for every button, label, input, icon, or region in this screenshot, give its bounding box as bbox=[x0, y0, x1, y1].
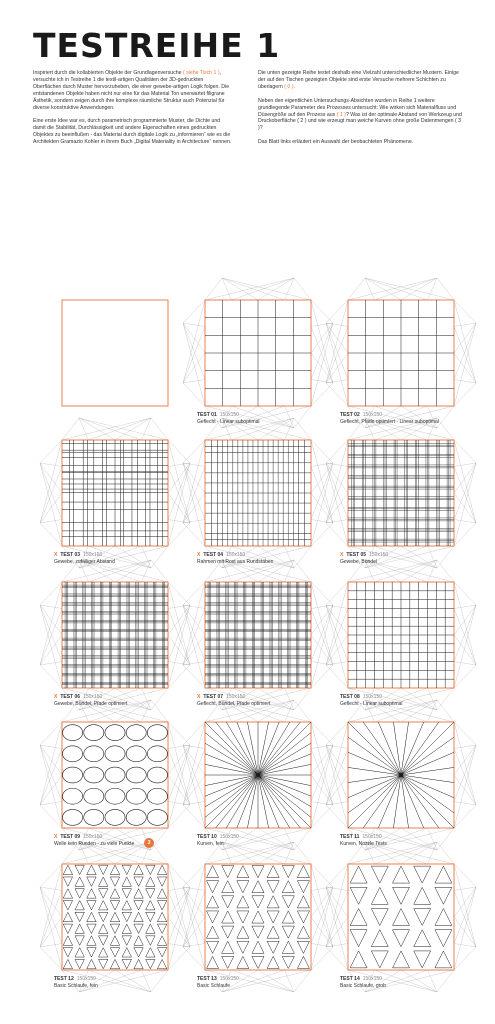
test-description: Basic Schlaufe, grob bbox=[340, 983, 386, 989]
failed-mark: X bbox=[197, 552, 201, 558]
test-size: 150x150 bbox=[76, 976, 96, 982]
test-size: 150x150 bbox=[219, 976, 239, 982]
test-sample-drawing bbox=[40, 842, 190, 992]
test-caption bbox=[197, 412, 260, 426]
page-title: TESTREIHE 1 bbox=[33, 26, 281, 65]
test-description: Geflecht - Linear suboptimal bbox=[197, 419, 260, 425]
test-size: 150x150 bbox=[362, 412, 382, 418]
intro-right-column bbox=[258, 70, 463, 153]
test-sample-drawing bbox=[183, 560, 333, 710]
test-caption bbox=[340, 834, 387, 848]
intro-left-column bbox=[33, 70, 233, 153]
test-caption bbox=[197, 694, 270, 708]
intro-paragraph: Das Blatt links erläutert ein Auswahl der beobachteten Phänomene. bbox=[258, 139, 414, 146]
test-code: TEST 06 bbox=[60, 694, 81, 700]
test-caption bbox=[340, 976, 386, 990]
test-caption bbox=[340, 694, 403, 708]
test-size: 150x150 bbox=[369, 552, 389, 558]
test-size: 150x150 bbox=[362, 976, 382, 982]
test-size: 150x150 bbox=[226, 694, 246, 700]
test-code: TEST 09 bbox=[60, 834, 81, 840]
test-description: Kurven, fein bbox=[197, 841, 224, 847]
test-sample-drawing bbox=[326, 418, 476, 568]
test-size: 150x150 bbox=[219, 834, 239, 840]
test-description: Geflecht - Linear suboptimal bbox=[340, 701, 403, 707]
test-code: TEST 11 bbox=[340, 834, 360, 840]
test-code: TEST 12 bbox=[54, 976, 74, 982]
failed-mark: X bbox=[340, 552, 344, 558]
test-caption bbox=[54, 552, 115, 566]
test-caption bbox=[197, 552, 273, 566]
test-caption bbox=[54, 694, 127, 708]
test-caption bbox=[340, 552, 388, 566]
test-caption bbox=[197, 976, 239, 990]
failed-mark: X bbox=[54, 834, 58, 840]
test-code: TEST 10 bbox=[197, 834, 217, 840]
test-description: Rahmen mit Rost aus Rundstäben bbox=[197, 559, 274, 565]
test-sample-drawing bbox=[183, 842, 333, 992]
intro-paragraph: Eine erste Idee war es, durch parametrisch programmierte Muster, die Dichte und damit die Stabilität, Durchlässigkeit und andere Eigenschaften eines gedruckten Objektes zu beeinflußen - das Material durch digitale Logik zu „informieren“ wie es die Architekten Gramazio Kohler in ihrem Buch „Digital Materiality in Architecture“ nennen. bbox=[33, 118, 232, 146]
test-sample-drawing bbox=[40, 418, 190, 568]
test-description: Geflecht, Pfade optimiert - Linear suboptimal bbox=[340, 419, 439, 425]
test-code: TEST 02 bbox=[340, 412, 360, 418]
test-size: 150x150 bbox=[83, 834, 103, 840]
test-sample-drawing bbox=[40, 700, 190, 850]
failed-mark: X bbox=[54, 552, 58, 558]
failed-mark: X bbox=[54, 694, 58, 700]
test-code: TEST 07 bbox=[203, 694, 224, 700]
test-sample-drawing bbox=[40, 278, 190, 428]
test-code: TEST 01 bbox=[197, 412, 217, 418]
test-description: Basic Schlaufe, fein bbox=[54, 983, 98, 989]
failed-mark: X bbox=[197, 694, 201, 700]
test-code: TEST 14 bbox=[340, 976, 360, 982]
test-description: Gewebe, Bündel, Pfade optimiert bbox=[54, 701, 128, 707]
test-description: Gewebe, Bündel bbox=[340, 559, 377, 565]
test-size: 150x150 bbox=[219, 412, 239, 418]
test-sample-drawing bbox=[183, 700, 333, 850]
test-code: TEST 04 bbox=[203, 552, 224, 558]
test-sample-drawing bbox=[326, 700, 476, 850]
test-sample-drawing bbox=[326, 560, 476, 710]
test-code: TEST 05 bbox=[346, 552, 367, 558]
test-description: Basic Schlaufe bbox=[197, 983, 231, 989]
test-sample-drawing bbox=[40, 560, 190, 710]
test-description: Welle kein Runden - zu viele Punkte bbox=[54, 841, 135, 847]
test-caption bbox=[340, 412, 439, 426]
intro-paragraph: Neben den eigentlichen Untersuchungs-Absichten wurden in Reihe 1 weitere grundlegende Parameter des Prozesses untersucht: Wie wirken sich Materialfluss und Düsengröße auf den Prozess aus ( 1 )? Was ist der optimale Abstand von Werkzeug und Druckoberfläche ( 2 ) und wie erzeugt man weiche Kurven ohne große Datenmengen ( 3 )? bbox=[258, 97, 462, 132]
test-description: Geflecht, Bündel, Pfade optimiert bbox=[197, 701, 271, 707]
test-caption bbox=[197, 834, 239, 848]
test-size: 150x150 bbox=[226, 552, 246, 558]
test-code: TEST 03 bbox=[60, 552, 81, 558]
test-size: 150x150 bbox=[83, 694, 103, 700]
test-size: 150x150 bbox=[362, 694, 382, 700]
test-panel bbox=[40, 278, 200, 438]
test-description: Gewebe, zufälliger Abstand bbox=[54, 559, 115, 565]
test-description: Kurven, Nozzle Tests bbox=[340, 841, 387, 847]
issue-badge: 3 bbox=[144, 838, 154, 848]
test-sample-drawing bbox=[326, 278, 476, 428]
intro-paragraph: Die unten gezeigte Reihe testet deshalb eine Vielzahl unterschiedlicher Mustern. Einige der auf den Tischen gezeigten Objekte sind erste Versuche mehrere Schichten zu überlagern ( 0 ). bbox=[258, 70, 459, 90]
test-caption bbox=[54, 834, 134, 848]
intro-paragraph: Inspiriert durch die kollabierten Objekte der Grundlagenversuche ( siehe Tisch 1 ), versuchte ich in Testreihe 1 die textil-artigen Qualitäten der 3D-gedruckten Oberflächen durch Muster hervorzuheben, die einer gewebe-artigen Logik folgen. Die entstandenen Objekte haben nicht nur eine für das Material Ton unerwartet filigrane Ästhetik, sondern zeigen durch ihre komplexe räumliche Struktur auch Potenzial für diverse konstruktive Anwendungen. bbox=[33, 70, 230, 111]
test-size: 150x150 bbox=[362, 834, 382, 840]
test-caption bbox=[54, 976, 98, 990]
test-code: TEST 08 bbox=[340, 694, 360, 700]
test-code: TEST 13 bbox=[197, 976, 217, 982]
test-sample-drawing bbox=[183, 418, 333, 568]
test-size: 150x150 bbox=[83, 552, 103, 558]
test-sample-drawing bbox=[183, 278, 333, 428]
test-sample-drawing bbox=[326, 842, 476, 992]
